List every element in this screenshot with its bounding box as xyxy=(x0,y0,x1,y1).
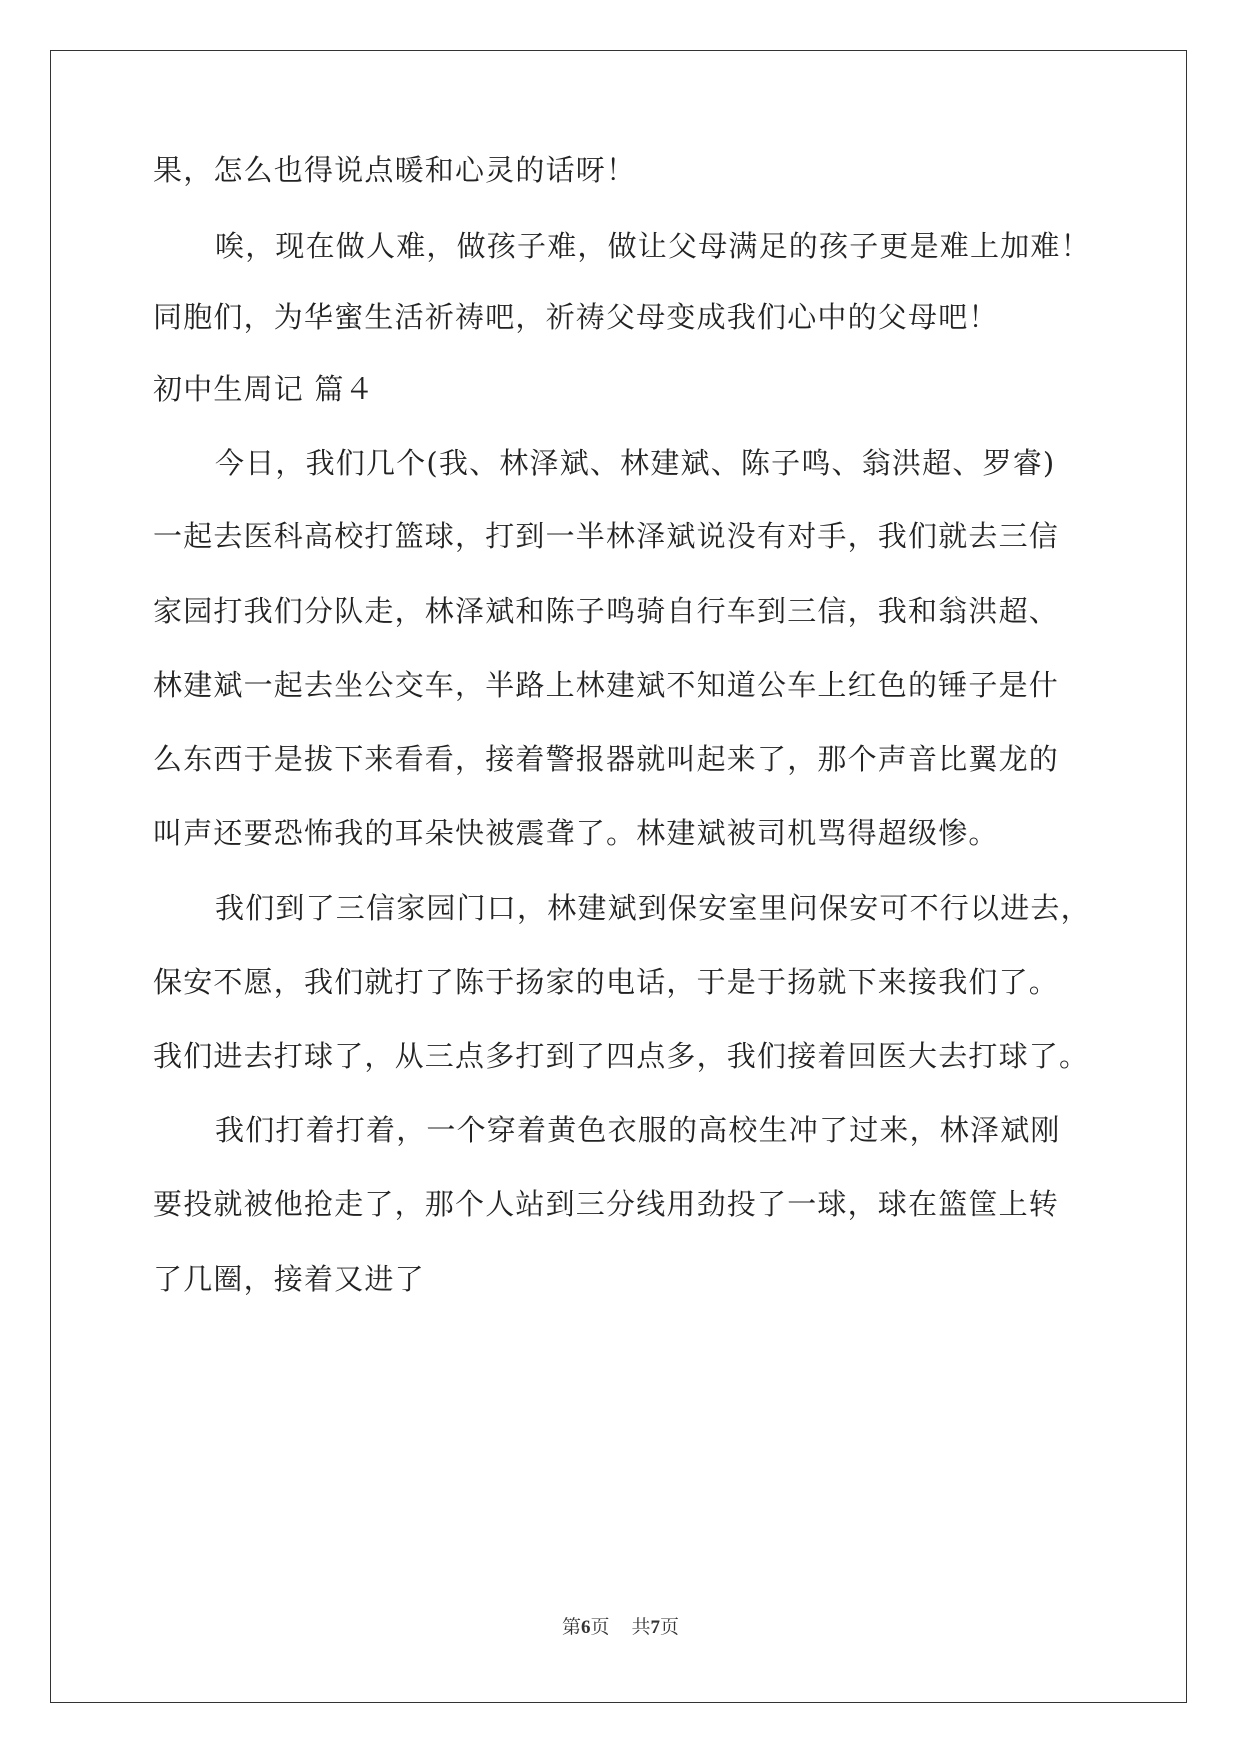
paragraph-first-line: 今日，我们几个(我、林泽斌、林建斌、陈子鸣、翁洪超、罗睿) xyxy=(215,446,1056,480)
page-footer xyxy=(0,1614,1241,1641)
current-page-number: 6 xyxy=(580,1617,591,1638)
total-prefix: 共 xyxy=(631,1616,651,1638)
section-heading: 初中生周记 篇４ xyxy=(153,372,375,406)
text-line: 同胞们，为华蜜生活祈祷吧，祈祷父母变成我们心中的父母吧！ xyxy=(153,300,999,334)
text-line: 一起去医科高校打篮球，打到一半林泽斌说没有对手，我们就去三信 xyxy=(153,519,1060,553)
text-line: 我们进去打球了，从三点多打到了四点多，我们接着回医大去打球了。 xyxy=(153,1039,1090,1073)
total-page-number: 7 xyxy=(650,1617,661,1638)
text-line: 么东西于是拔下来看看，接着警报器就叫起来了，那个声音比翼龙的 xyxy=(153,742,1060,776)
text-line: 要投就被他抢走了，那个人站到三分线用劲投了一球，球在篮筐上转 xyxy=(153,1187,1060,1221)
text-line: 叫声还要恐怖我的耳朵快被震聋了。林建斌被司机骂得超级惨。 xyxy=(153,816,999,850)
paragraph-first-line: 我们到了三信家园门口，林建斌到保安室里问保安可不行以进去， xyxy=(215,891,1091,925)
text-line: 林建斌一起去坐公交车，半路上林建斌不知道公车上红色的锤子是什 xyxy=(153,668,1060,702)
paragraph-first-line: 唉，现在做人难，做孩子难，做让父母满足的孩子更是难上加难！ xyxy=(215,229,1091,263)
text-line: 保安不愿，我们就打了陈于扬家的电话，于是于扬就下来接我们了。 xyxy=(153,965,1060,999)
text-line: 果，怎么也得说点暖和心灵的话呀！ xyxy=(153,153,637,187)
text-line: 家园打我们分队走，林泽斌和陈子鸣骑自行车到三信，我和翁洪超、 xyxy=(153,594,1060,628)
page-mid: 页 xyxy=(590,1616,610,1638)
paragraph-first-line: 我们打着打着，一个穿着黄色衣服的高校生冲了过来，林泽斌刚 xyxy=(215,1113,1061,1147)
page-prefix: 第 xyxy=(561,1616,581,1638)
total-suffix: 页 xyxy=(660,1616,680,1638)
text-line: 了几圈，接着又进了 xyxy=(153,1262,425,1296)
